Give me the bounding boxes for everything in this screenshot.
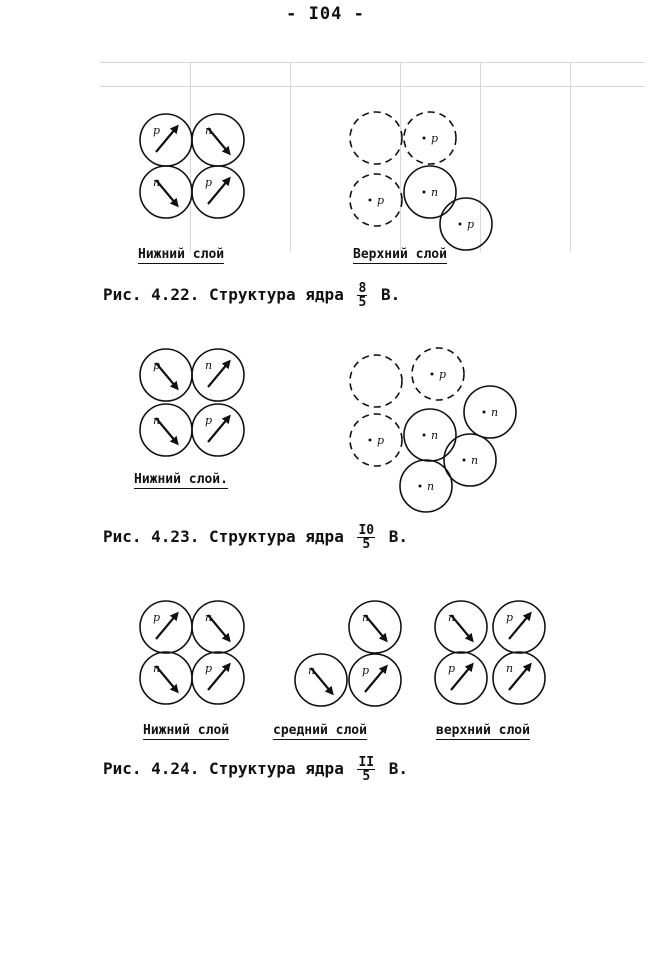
fig-4-23-element: В. — [388, 527, 409, 546]
proton-circle — [440, 198, 492, 250]
fig-4-22-charge-number: 5 — [358, 295, 367, 310]
proton-symbol: р — [448, 662, 456, 675]
neutron-symbol: n — [471, 454, 479, 467]
proton-symbol: р — [431, 132, 439, 145]
fig-4-23-isotope — [357, 524, 375, 551]
neutron-symbol: n — [448, 611, 456, 624]
neutron-circle — [404, 166, 456, 218]
fig-4-24-mass-number: II — [358, 755, 375, 770]
proton-symbol: р — [205, 414, 213, 427]
neutron-symbol: n — [153, 176, 161, 189]
spin-dot — [431, 373, 434, 376]
spin-dot — [423, 137, 426, 140]
neutron-symbol: n — [205, 611, 213, 624]
proton-symbol: р — [205, 662, 213, 675]
proton-symbol: р — [205, 176, 213, 189]
fig-4-22-upper-layer-label: Верхний слой — [353, 247, 447, 262]
neutron-symbol: n — [431, 429, 439, 442]
fig-4-24-element: В. — [388, 759, 409, 778]
proton-symbol: р — [467, 218, 475, 231]
fig-4-22-lower-layer-label: Нижний слой — [138, 247, 225, 262]
fig-4-22-caption-text: Рис. 4.22. Структура ядра — [103, 285, 344, 304]
neutron-circle — [444, 434, 496, 486]
fig-4-22-element: В. — [380, 285, 401, 304]
neutron-symbol: n — [205, 124, 213, 137]
spin-dot — [463, 459, 466, 462]
neutron-symbol: n — [431, 186, 439, 199]
spin-dot — [423, 434, 426, 437]
fig-4-22-mass-number: 8 — [358, 281, 367, 296]
proton-symbol: р — [439, 368, 447, 381]
proton-circle — [350, 414, 402, 466]
nucleon-circle — [350, 355, 402, 407]
fig-4-24-caption — [103, 756, 408, 783]
fig-4-23-caption — [103, 524, 408, 551]
fig-4-22-isotope — [357, 282, 367, 309]
proton-symbol: р — [377, 194, 385, 207]
proton-symbol: р — [377, 434, 385, 447]
proton-symbol: р — [153, 359, 161, 372]
fig-4-23-charge-number: 5 — [362, 537, 371, 552]
neutron-symbol: n — [205, 359, 213, 372]
proton-circle — [404, 112, 456, 164]
spin-dot — [483, 411, 486, 414]
fig-4-23-caption-text: Рис. 4.23. Структура ядра — [103, 527, 344, 546]
nucleon-circle — [350, 112, 402, 164]
fig-4-24-upper-layer-label: верхний слой — [436, 723, 530, 738]
proton-symbol: р — [153, 611, 161, 624]
fig-4-23-lower-layer-label: Нижний слой. — [134, 472, 228, 487]
page-number: - I04 - — [286, 4, 365, 24]
fig-4-24-lower-layer-label: Нижний слой — [143, 723, 230, 738]
spin-dot — [459, 223, 462, 226]
neutron-symbol: n — [362, 611, 370, 624]
neutron-circle — [400, 460, 452, 512]
spin-dot — [419, 485, 422, 488]
proton-circle — [350, 174, 402, 226]
fig-4-22-caption — [103, 282, 400, 309]
neutron-symbol: n — [153, 662, 161, 675]
fig-4-24-middle-layer-label: средний слой — [273, 723, 367, 738]
proton-circle — [412, 348, 464, 400]
proton-symbol: р — [153, 124, 161, 137]
spin-dot — [369, 199, 372, 202]
neutron-symbol: n — [427, 480, 435, 493]
fig-4-24-charge-number: 5 — [362, 769, 371, 784]
neutron-symbol: n — [153, 414, 161, 427]
proton-symbol: р — [506, 611, 514, 624]
fig-4-23-mass-number: I0 — [358, 523, 375, 538]
proton-symbol: р — [362, 664, 370, 677]
neutron-circle — [464, 386, 516, 438]
fig-4-24-caption-text: Рис. 4.24. Структура ядра — [103, 759, 344, 778]
fig-4-24-isotope — [357, 756, 375, 783]
neutron-circle — [404, 409, 456, 461]
spin-dot — [423, 191, 426, 194]
neutron-symbol: n — [506, 662, 514, 675]
spin-dot — [369, 439, 372, 442]
neutron-symbol: n — [308, 664, 316, 677]
neutron-symbol: n — [491, 406, 499, 419]
